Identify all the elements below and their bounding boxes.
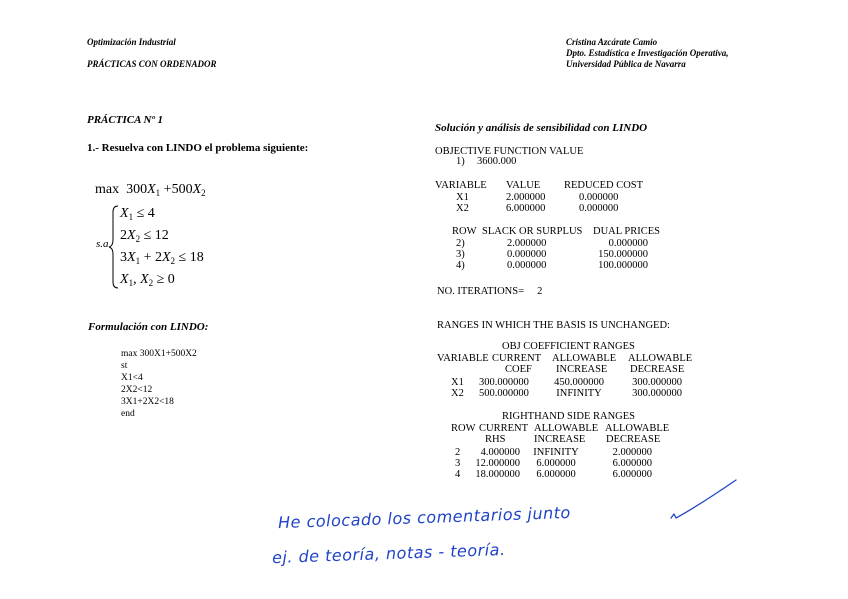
question-text: 1.- Resuelva con LINDO el problema siguiente: [87,142,309,154]
rhs-header-allow-dec: ALLOWABLE [605,423,670,434]
rhs-header-rhs: RHS [485,434,506,445]
var-header-variable: VARIABLE [435,180,487,191]
row-header-row: ROW [452,226,477,237]
constraints-brace [108,204,120,290]
obj-increase: INFINITY [556,388,602,399]
code-line: 2X2<12 [121,385,153,395]
header-subtitle: PRÁCTICAS CON ORDENADOR [87,59,217,69]
row-slack: 0.000000 [507,249,547,260]
rhs-decrease: 6.000000 [612,458,652,469]
var-value: 6.000000 [506,203,546,214]
rhs-row: 4 [455,469,461,480]
row-header-slack: SLACK OR SURPLUS [482,226,583,237]
rhs-header-decrease: DECREASE [606,434,661,445]
objective-function: $\max 300X_1 +500X_2$ [95,182,206,198]
row-id: 3) [456,249,465,260]
constraint-1: $X_1 \le 4$ [120,206,155,222]
obj-var: X1 [451,377,464,388]
rhs-current: 4.000000 [480,447,520,458]
var-value: 2.000000 [506,192,546,203]
objective-kw: max [95,182,120,197]
code-line: max 300X1+500X2 [121,349,197,359]
row-id: 4) [456,260,465,271]
code-line: 3X1+2X2<18 [121,397,174,407]
rhs-increase: 6.000000 [536,458,576,469]
code-line: st [121,361,128,371]
rhs-ranges-title: RIGHTHAND SIDE RANGES [502,411,635,422]
row-dual: 150.000000 [598,249,648,260]
obj-header-current: CURRENT [492,353,542,364]
rhs-header-current: CURRENT [479,423,529,434]
obj-header-coef: COEF [505,364,532,375]
obj-decrease: 300.000000 [632,388,682,399]
objective-coef1: 300 [126,182,148,197]
handwritten-note-line2: ej. de teoría, notas - teoría. [271,539,506,568]
obj-current: 300.000000 [479,377,529,388]
var-name: X1 [456,192,469,203]
rhs-row: 2 [455,447,461,458]
obj-ranges-title: OBJ COEFFICIENT RANGES [502,341,635,352]
row-header-dual: DUAL PRICES [593,226,660,237]
header-author: Cristina Azcárate Camio [566,37,658,47]
rhs-header-row: ROW [451,423,476,434]
constraint-3: $3X_1 + 2X_2 \le 18$ [120,250,204,266]
rhs-decrease: 2.000000 [612,447,652,458]
rhs-current: 18.000000 [475,469,520,480]
objective-coef2: +500 [163,182,193,197]
header-university: Universidad Pública de Navarra [566,59,686,69]
code-line: end [121,409,135,419]
obj-header-decrease: DECREASE [630,364,685,375]
rhs-header-allow-inc: ALLOWABLE [534,423,599,434]
handwritten-note-line1: He colocado los comentarios junto [277,502,572,533]
header-department: Dpto. Estadística e Investigación Operativa, [566,48,729,58]
practice-title: PRÁCTICA Nº 1 [87,114,164,126]
obj-header-allow-inc: ALLOWABLE [552,353,617,364]
objective-label: OBJECTIVE FUNCTION VALUE [435,146,584,157]
obj-header-variable: VARIABLE [437,353,489,364]
objective-value: 3600.000 [477,156,517,167]
st-label: s.a [96,238,109,250]
formulation-code [121,348,197,420]
rhs-decrease: 6.000000 [612,469,652,480]
row-id: 2) [456,238,465,249]
obj-decrease: 300.000000 [632,377,682,388]
objective-row: 1) [456,156,465,167]
var-reduced: 0.000000 [579,192,619,203]
header-course: Optimización Industrial [87,37,176,47]
formulation-title: Formulación con LINDO: [88,321,209,333]
rhs-current: 12.000000 [475,458,520,469]
checkmark-icon [668,476,740,522]
obj-current: 500.000000 [479,388,529,399]
solution-title: Solución y análisis de sensibilidad con LINDO [435,122,648,134]
iterations: NO. ITERATIONS= 2 [437,286,543,297]
constraint-2: $2X_2 \le 12$ [120,228,169,244]
rhs-increase: INFINITY [533,447,579,458]
rhs-header-increase: INCREASE [534,434,586,445]
code-line: X1<4 [121,373,143,383]
row-dual: 0.000000 [608,238,648,249]
row-slack: 2.000000 [507,238,547,249]
obj-increase: 450.000000 [554,377,604,388]
rhs-increase: 6.000000 [536,469,576,480]
ranges-title: RANGES IN WHICH THE BASIS IS UNCHANGED: [437,320,670,331]
var-name: X2 [456,203,469,214]
row-slack: 0.000000 [507,260,547,271]
var-reduced: 0.000000 [579,203,619,214]
obj-header-allow-dec: ALLOWABLE [628,353,693,364]
constraint-4: $X_1$, $X_2 \ge 0$ [120,272,175,288]
var-header-reduced: REDUCED COST [564,180,644,191]
rhs-row: 3 [455,458,461,469]
obj-header-increase: INCREASE [556,364,608,375]
obj-var: X2 [451,388,464,399]
var-header-value: VALUE [506,180,541,191]
row-dual: 100.000000 [598,260,648,271]
